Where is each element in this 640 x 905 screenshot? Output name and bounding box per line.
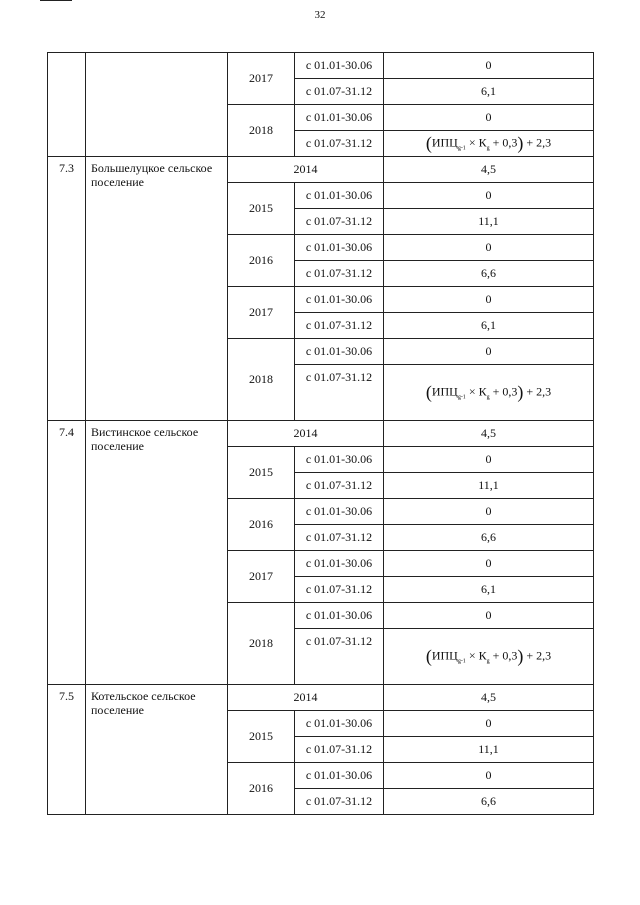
year-cell: 2015 xyxy=(228,447,295,499)
period-cell: с 01.07-31.12 xyxy=(295,789,384,815)
settlement-number: 7.5 xyxy=(48,685,86,815)
period-cell: с 01.01-30.06 xyxy=(295,447,384,473)
value-cell: 0 xyxy=(384,763,594,789)
formula-cell: $(ИПЦ_{g-1} \times К_g + 0,3) + 2,3$ xyxy=(384,365,594,421)
year-cell: 2017 xyxy=(228,53,295,105)
period-cell: с 01.01-30.06 xyxy=(295,339,384,365)
table-row xyxy=(48,53,594,79)
period-cell: с 01.07-31.12 xyxy=(295,525,384,551)
period-cell: с 01.07-31.12 xyxy=(295,131,384,157)
period-cell: с 01.01-30.06 xyxy=(295,235,384,261)
year-cell: 2016 xyxy=(228,235,295,287)
year-cell: 2015 xyxy=(228,711,295,763)
value-cell: 0 xyxy=(384,447,594,473)
num-cell xyxy=(48,53,86,157)
value-cell: 0 xyxy=(384,287,594,313)
tariff-table xyxy=(47,52,594,815)
period-cell: с 01.07-31.12 xyxy=(295,473,384,499)
value-cell: 0 xyxy=(384,105,594,131)
year-cell: 2016 xyxy=(228,763,295,815)
value-cell: 0 xyxy=(384,235,594,261)
value-cell: 0 xyxy=(384,339,594,365)
year-cell: 2017 xyxy=(228,551,295,603)
value-cell: 0 xyxy=(384,53,594,79)
table-row xyxy=(48,685,594,711)
value-cell: 0 xyxy=(384,499,594,525)
value-cell: 6,6 xyxy=(384,789,594,815)
period-cell: с 01.01-30.06 xyxy=(295,53,384,79)
table-row xyxy=(48,421,594,447)
top-rule xyxy=(40,0,72,1)
year-cell: 2016 xyxy=(228,499,295,551)
value-cell: 0 xyxy=(384,551,594,577)
settlement-number: 7.4 xyxy=(48,421,86,685)
value-cell: 0 xyxy=(384,711,594,737)
value-cell: 11,1 xyxy=(384,209,594,235)
value-cell: 6,1 xyxy=(384,79,594,105)
year-cell: 2018 xyxy=(228,339,295,421)
value-cell: 0 xyxy=(384,603,594,629)
year-cell: 2018 xyxy=(228,105,295,157)
value-cell: 11,1 xyxy=(384,737,594,763)
period-cell: с 01.01-30.06 xyxy=(295,551,384,577)
period-cell: с 01.01-30.06 xyxy=(295,105,384,131)
base-year-cell: 2014 xyxy=(228,157,384,183)
value-cell: 6,6 xyxy=(384,525,594,551)
page-number: 32 xyxy=(314,9,326,21)
year-cell: 2017 xyxy=(228,287,295,339)
period-cell: с 01.07-31.12 xyxy=(295,79,384,105)
period-cell: с 01.01-30.06 xyxy=(295,183,384,209)
settlement-name: Котельское сельское поселение xyxy=(86,685,228,815)
period-cell: с 01.01-30.06 xyxy=(295,499,384,525)
period-cell: с 01.07-31.12 xyxy=(295,737,384,763)
value-cell: 0 xyxy=(384,183,594,209)
period-cell: с 01.01-30.06 xyxy=(295,287,384,313)
period-cell: с 01.01-30.06 xyxy=(295,603,384,629)
base-value-cell: 4,5 xyxy=(384,157,594,183)
name-cell xyxy=(86,53,228,157)
settlement-number: 7.3 xyxy=(48,157,86,421)
base-value-cell: 4,5 xyxy=(384,421,594,447)
period-cell: с 01.07-31.12 xyxy=(295,209,384,235)
base-year-cell: 2014 xyxy=(228,421,384,447)
year-cell: 2018 xyxy=(228,603,295,685)
settlement-name: Большелуцкое сельское поселение xyxy=(86,157,228,421)
formula-cell: $(ИПЦ_{g-1} \times К_g + 0,3) + 2,3$ xyxy=(384,131,594,157)
year-cell: 2015 xyxy=(228,183,295,235)
value-cell: 6,6 xyxy=(384,261,594,287)
period-cell: с 01.07-31.12 xyxy=(295,365,384,421)
value-cell: 6,1 xyxy=(384,313,594,339)
period-cell: с 01.07-31.12 xyxy=(295,313,384,339)
value-cell: 11,1 xyxy=(384,473,594,499)
period-cell: с 01.07-31.12 xyxy=(295,577,384,603)
period-cell: с 01.07-31.12 xyxy=(295,629,384,685)
period-cell: с 01.01-30.06 xyxy=(295,711,384,737)
value-cell: 6,1 xyxy=(384,577,594,603)
base-year-cell: 2014 xyxy=(228,685,384,711)
formula-cell: $(ИПЦ_{g-1} \times К_g + 0,3) + 2,3$ xyxy=(384,629,594,685)
base-value-cell: 4,5 xyxy=(384,685,594,711)
period-cell: с 01.07-31.12 xyxy=(295,261,384,287)
period-cell: с 01.01-30.06 xyxy=(295,763,384,789)
table-row xyxy=(48,157,594,183)
settlement-name: Вистинское сельское поселение xyxy=(86,421,228,685)
